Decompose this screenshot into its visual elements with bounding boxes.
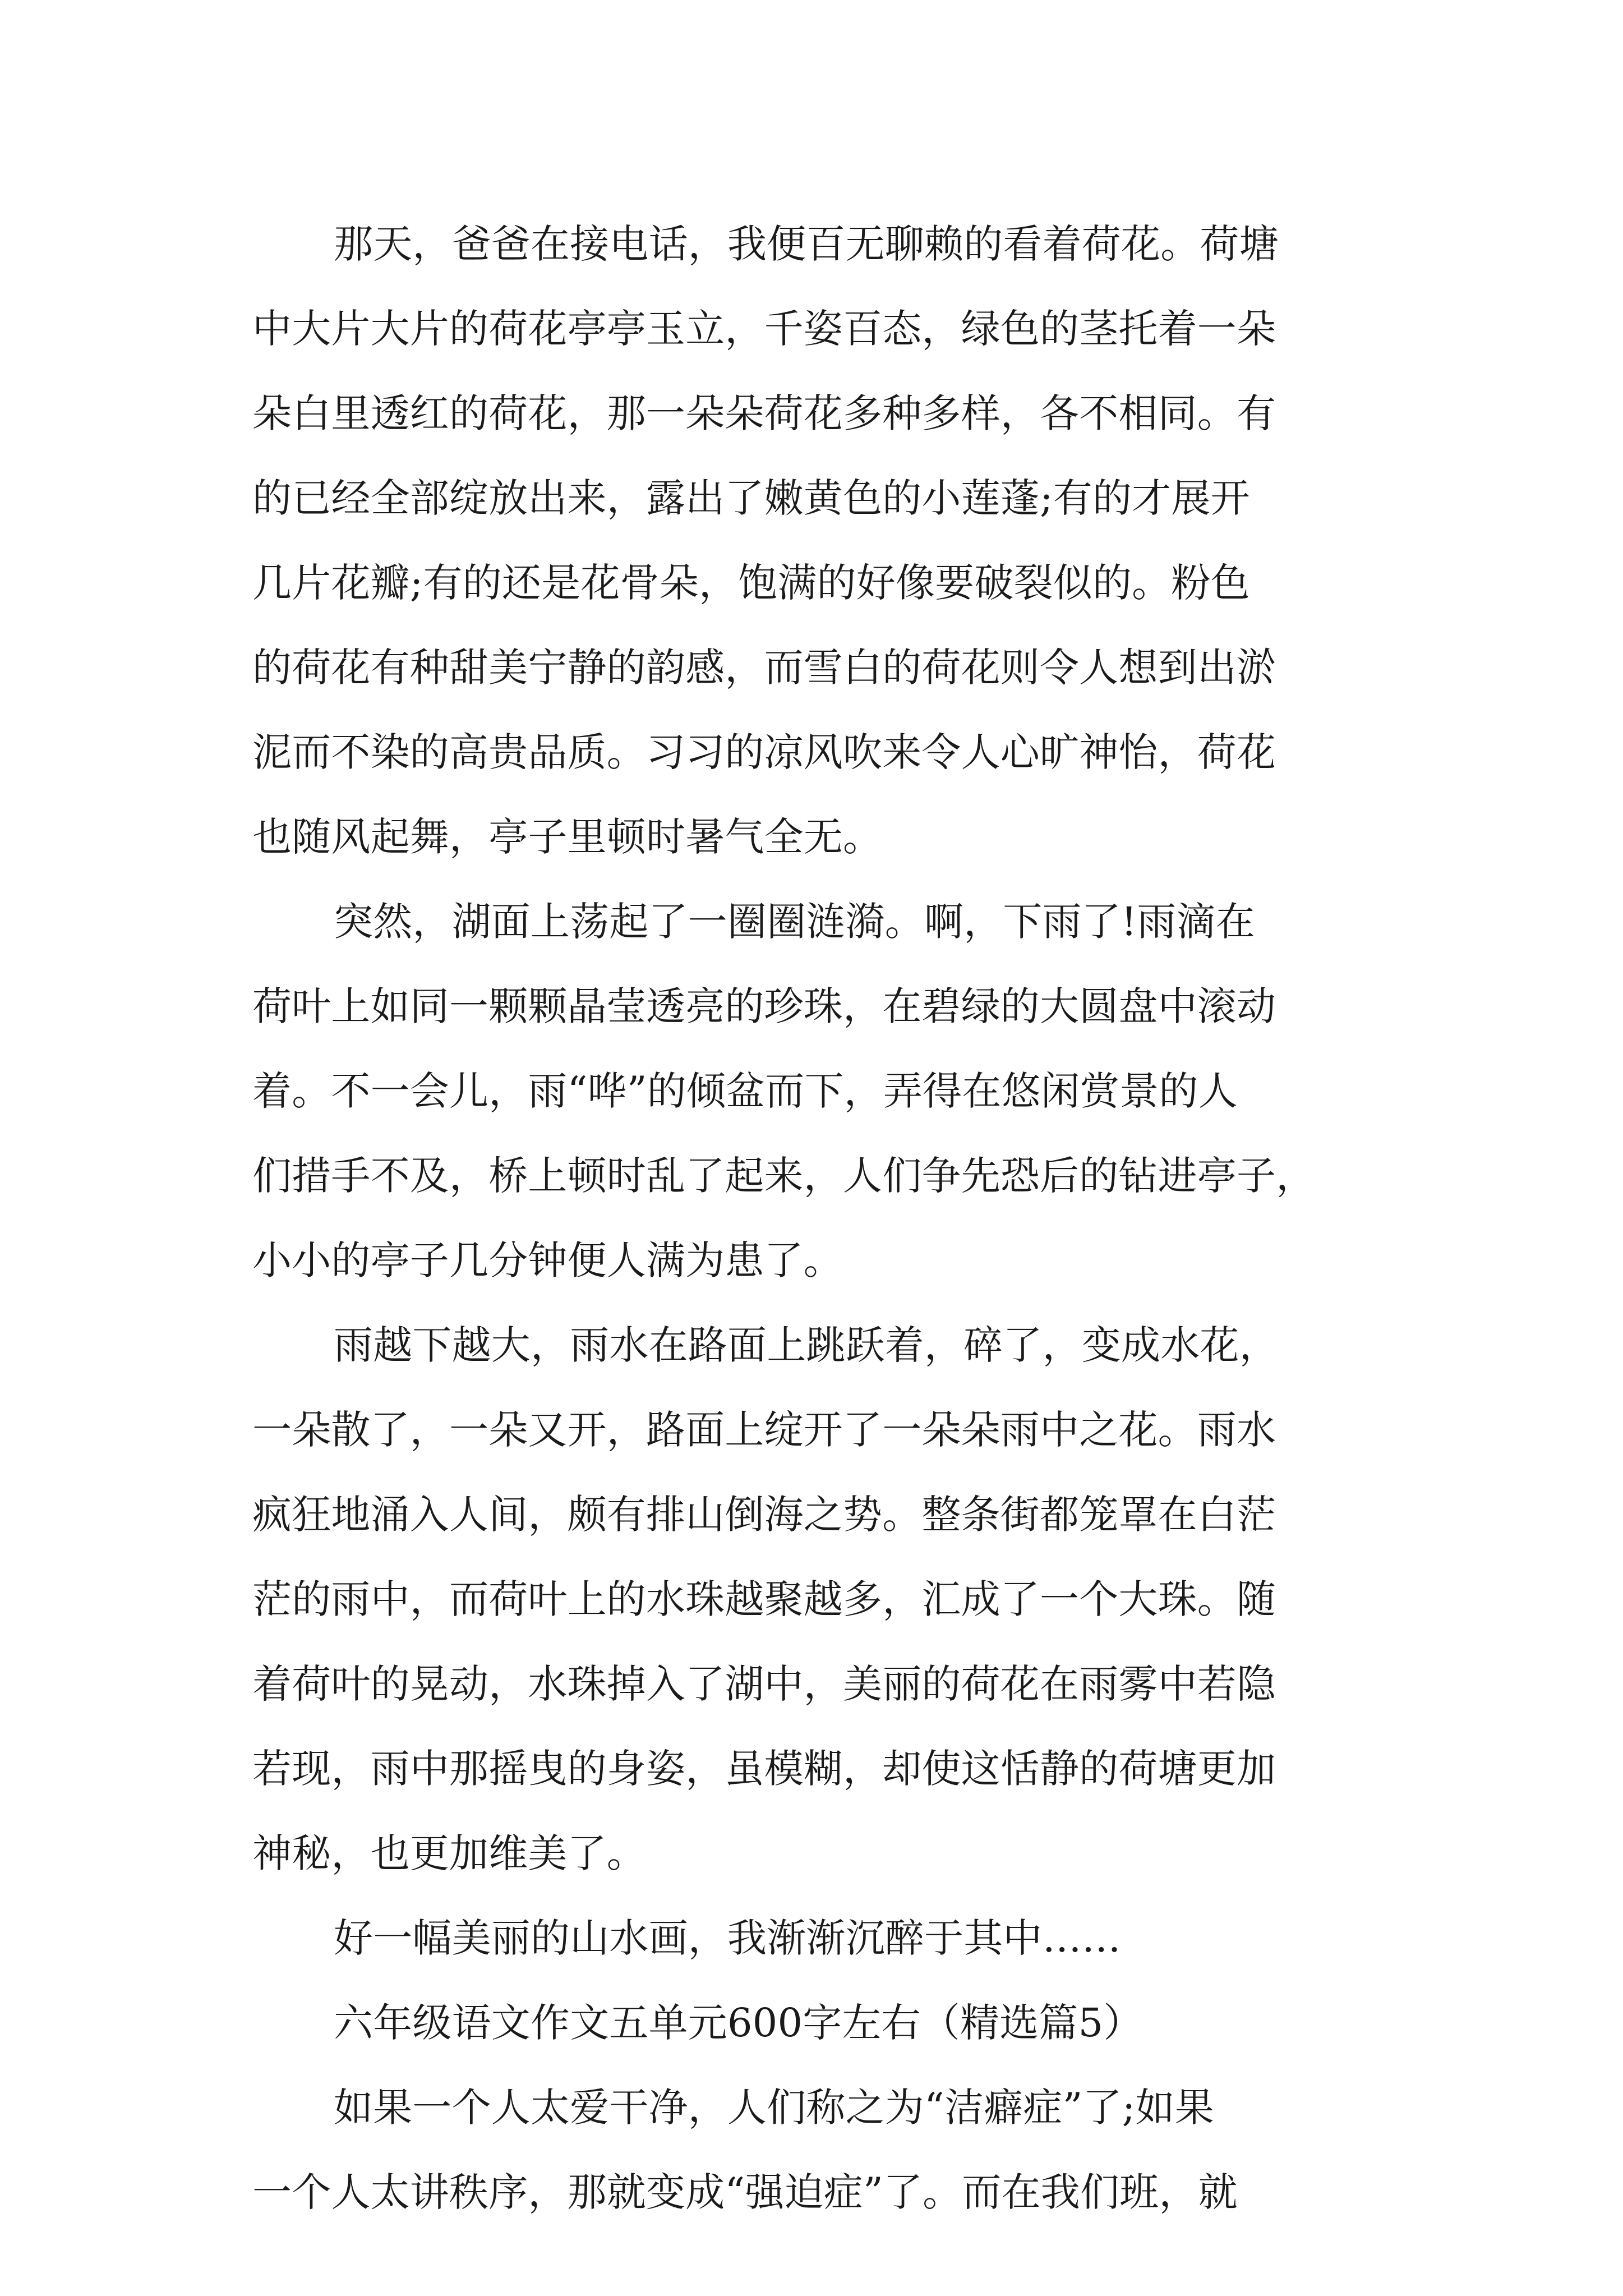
text-line: 如果一个人太爱干净，人们称之为“洁癖症”了;如果 [334, 2085, 1214, 2131]
text-line: 好一幅美丽的山水画，我渐渐沉醉于其中…… [334, 1915, 1121, 1961]
text-line: 茫的雨中，而荷叶上的水珠越聚越多，汇成了一个大珠。随 [252, 1576, 1276, 1622]
text-line: 的荷花有种甜美宁静的韵感，而雪白的荷花则令人想到出淤 [252, 645, 1276, 691]
text-line: 朵白里透红的荷花，那一朵朵荷花多种多样，各不相同。有 [252, 390, 1276, 436]
text-line: 疯狂地涌入人间，颇有排山倒海之势。整条街都笼罩在白茫 [252, 1492, 1276, 1538]
text-line: 若现，雨中那摇曳的身姿，虽模糊，却使这恬静的荷塘更加 [252, 1746, 1276, 1792]
text-line: 一个人太讲秩序，那就变成“强迫症”了。而在我们班，就 [252, 2169, 1238, 2215]
document-body [252, 202, 1374, 2235]
text-line: 小小的亭子几分钟便人满为患了。 [252, 1237, 843, 1283]
text-line: 几片花瓣;有的还是花骨朵，饱满的好像要破裂似的。粉色 [252, 560, 1250, 606]
text-line: 着。不一会儿，雨“哗”的倾盆而下，弄得在悠闲赏景的人 [252, 1068, 1238, 1114]
text-line: 雨越下越大，雨水在路面上跳跃着，碎了，变成水花， [334, 1322, 1279, 1368]
text-line: 一朵散了，一朵又开，路面上绽开了一朵朵雨中之花。雨水 [252, 1407, 1276, 1453]
text-line: 荷叶上如同一颗颗晶莹透亮的珍珠，在碧绿的大圆盘中滚动 [252, 983, 1276, 1029]
text-line: 泥而不染的高贵品质。习习的凉风吹来令人心旷神怡，荷花 [252, 729, 1276, 775]
text-line: 们措手不及，桥上顿时乱了起来，人们争先恐后的钻进亭子， [252, 1153, 1316, 1199]
section-heading: 六年级语文作文五单元600字左右（精选篇5） [334, 2000, 1143, 2046]
text-line: 那天，爸爸在接电话，我便百无聊赖的看着荷花。荷塘 [334, 221, 1279, 267]
text-line: 的已经全部绽放出来，露出了嫩黄色的小莲蓬;有的才展开 [252, 475, 1250, 521]
text-line: 突然，湖面上荡起了一圈圈涟漪。啊，下雨了!雨滴在 [334, 899, 1255, 945]
text-line: 中大片大片的荷花亭亭玉立，千姿百态，绿色的茎托着一朵 [252, 306, 1276, 352]
text-line: 着荷叶的晃动，水珠掉入了湖中，美丽的荷花在雨雾中若隐 [252, 1661, 1276, 1707]
text-line: 也随风起舞，亭子里顿时暑气全无。 [252, 814, 883, 860]
text-line: 神秘，也更加维美了。 [252, 1830, 646, 1876]
